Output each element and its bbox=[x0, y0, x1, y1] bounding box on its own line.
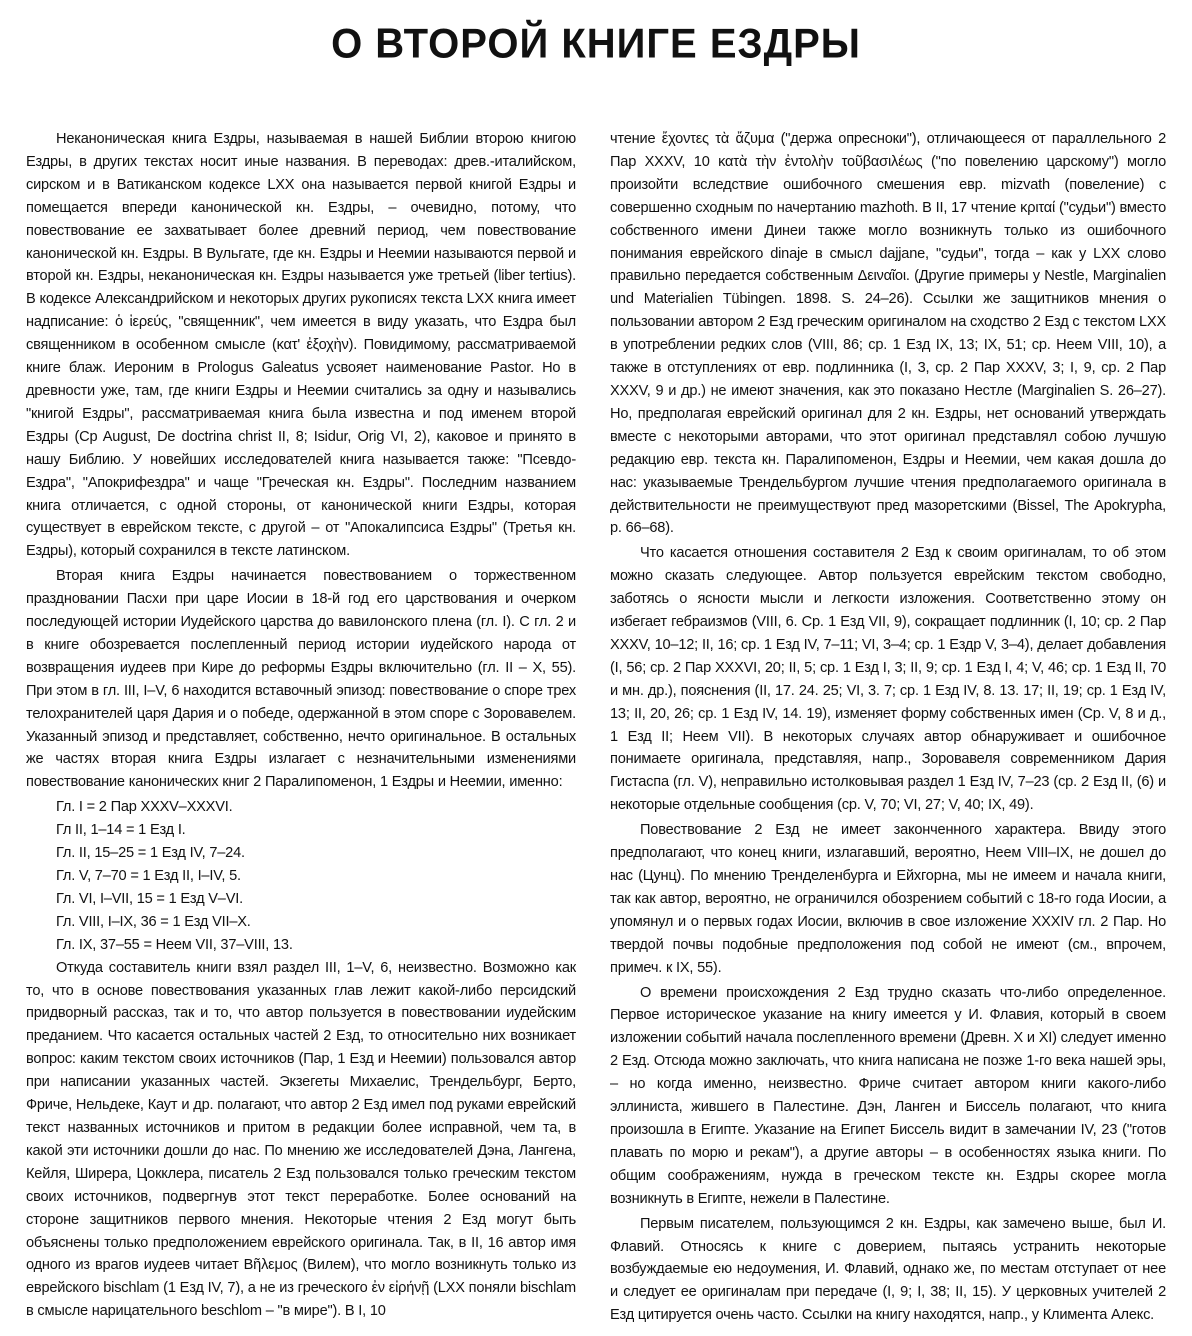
left-column bbox=[26, 128, 576, 1325]
paragraph: Повествование 2 Езд не имеет законченного характера. Ввиду этого предполагают, что конец книги, излагавший, вероятно, Неем VIII–IX, не дошел до нас (Цунц). По мнению Тренделенбурга и Ейхгорна, мы не имеем и начала книги, так как автор, вероятно, не ограничился обозрением событий с 18-го года Иосии, а упомянул и о первых годах Иосии, включив в свое изложение XXXIV гл. 2 Пар. Но твердой почвы подобные предположения под собой не имеют (см., впрочем, примеч. к IX, 55). bbox=[610, 822, 1166, 976]
paragraph: чтение ἔχοντες τὰ ἄζυμα ("держа опресноки"), отличающееся от параллельного 2 Пар XXXV, 10 κατὰ τὴν ἐντολὴν τοῦβασιλέως ("по повелению царскому") могло произойти вследствие ошибочного смешения евр. mizvath (повеление) с совершенно сходным по начертанию mazhoth. В II, 17 чтение κριταί ("судьи") вместо собственного имени Динеи также могло возникнуть только из ошибочного понимания еврейского dinaje в смысл dajjane, "судьи", тогда – как у LXX слово правильно передается собственным Δειναῖοι. (Другие примеры у Nestle, Marginalien und Materialien Tübingen. 1898. S. 24–26). Ссылки же защитников мнения о пользовании автором 2 Езд греческим оригиналом на сходство 2 Езд с текстом LXX в употреблении редких слов (VIII, 86; ср. 1 Езд IX, 13; IX, 51; ср. Неем VIII, 10), а также в отступлениях от евр. подлинника (I, 3, ср. 2 Пар XXXV, 3; I, 9, ср. 2 Пар XXXV, 9 и др.) не имеют значения, как это показано Нестле (Marginalien S. 26–27). Но, предполагая еврейский оригинал для 2 кн. Ездры, нет оснований утверждать вместе с некоторыми авторами, что этот оригинал представлял собою лучшую редакцию евр. текста кн. Паралипоменон, Ездры и Неемии, чем какая дошла до нас: указываемые Трендельбургом лучшие чтения предполагаемого оригинала в действительности не преимуществуют пред мазоретскими (Bissel, The Apokrypha, p. 66–68). bbox=[610, 131, 1166, 537]
list-item: Гл II, 1–14 = 1 Езд I. bbox=[56, 822, 186, 839]
list-item: Гл. VI, I–VII, 15 = 1 Езд V–VI. bbox=[56, 890, 243, 907]
right-column bbox=[610, 128, 1166, 1329]
list-item: Гл. I = 2 Пар XXXV–XXXVI. bbox=[56, 799, 233, 816]
chapter-correspondence-list bbox=[26, 796, 576, 956]
list-item: Гл. V, 7–70 = 1 Езд II, I–IV, 5. bbox=[56, 868, 241, 884]
paragraph: Неканоническая книга Ездры, называемая в нашей Библии второю книгою Ездры, в других текстах носит иные названия. В переводах: древ.-италийском, сирском и в Ватиканском кодексе LXX она называется первой книгой Ездры и помещается впереди канонической кн. Ездры, – очевидно, потому, что повествование ее захватывает более древний период, чем повествование канонической кн. Ездры. В Вульгате, где кн. Ездры и Неемии называются первой и второй кн. Ездры, неканоническая кн. Ездры называется уже третьей (liber tertius). В кодексе Александрийском и некоторых других рукописях текста LXX книга имеет надписание: ὁ ἱερεύς, "священник", чем имеется в виду указать, что Ездра был священником в особенном смысле (κατ' ἐξοχὴν). Повидимому, рассматриваемой книге блаж. Иероним в Prologus Galeatus усвояет наименование Pastor. Но в древности уже, там, где книги Ездры и Неемии считались за одну и назывались "книгой Ездры", рассматриваемая книга была известна и под именем второй Ездры (Cp August, De doctrina christ II, 8; Isidur, Orig VI, 2), каковое и принято в нашу Библию. У новейших исследователей книга называется также: "Псевдо-Ездра", "Апокрифездра" и чаще "Греческая кн. Ездры". Последним названием книга отличается, с одной стороны, от канонической книги Ездры, которая существует в еврейском тексте, с другой – от "Апокалипсиса Ездры" (Третья кн. Ездры), который сохранился в тексте латинском. bbox=[26, 131, 576, 560]
list-item: Гл. VIII, I–IX, 36 = 1 Езд VII–X. bbox=[56, 913, 251, 930]
page-title: О ВТОРОЙ КНИГЕ ЕЗДРЫ bbox=[331, 20, 861, 68]
paragraph: Откуда составитель книги взял раздел III, 1–V, 6, неизвестно. Возможно как то, что в основе повествования указанных глав лежит какой-либо персидский придворный рассказ, так и то, что автор пользуется в повествовании иудейским преданием. Что касается остальных частей 2 Езд, то относительно них возникает вопрос: каким текстом своих источников (Пар, 1 Езд и Неемии) пользовался автор при написании указанных частей. Экзегеты Михаелис, Трендельбург, Берто, Фриче, Нельдеке, Каут и др. полагают, что автор 2 Езд имел под руками еврейский текст названных источников и притом в редакции более исправной, чем та, в какой эти источники дошли до нас. По мнению же исследователей Дэна, Лангена, Кейля, Ширера, Цокклера, писатель 2 Езд пользовался только греческим текстом своих источников, подвергнув этот текст переработке. Более оснований на стороне защитников первого мнения. Некоторые чтения 2 Езд могут быть объяснены только предположением еврейского оригинала. Так, в II, 16 автор имя одного из врагов иудеев читает Βῆλεμος (Вилем), что могло возникнуть только из еврейского bischlam (1 Езд IV, 7), а не из греческого ἐν εἰρήνῇ (LXX поняли bischlam в смысле нарицательного beschlom – "в мире"). В I, 10 bbox=[26, 959, 576, 1320]
paragraph: О времени происхождения 2 Езд трудно сказать что-либо определенное. Первое историческое указание на книгу имеется у И. Флавия, который в своем изложении событий начала послепленного времени (Древн. X и XI) следует именно 2 Езд. Отсюда можно заключать, что книга написана не позже 1-го века нашей эры, – но когда именно, неизвестно. Фриче считает автором книги какого-либо эллиниста, жившего в Палестине. Дэн, Ланген и Биссель полагают, что книга произошла в Египте. Указание на Египет Биссель видит в замечании IV, 23 ("готов плавать по морю и рекам"), а другие авторы – в особенностях языка книги. По общим соображениям, нужда в греческом тексте кн. Ездры скорее могла возникнуть в Египте, нежели в Палестине. bbox=[610, 984, 1166, 1207]
list-item: Гл. IX, 37–55 = Неем VII, 37–VIII, 13. bbox=[56, 936, 293, 953]
paragraph: Вторая книга Ездры начинается повествованием о торжественном праздновании Пасхи при царе Иосии в 18-й год его царствования и очерком последующей истории Иудейского царства до вавилонского плена (гл. I). С гл. 2 и в книге обозревается послепленный период истории иудейского народа от возвращения иудеев при Кире до реформы Ездры включительно (гл. II – X, 55). При этом в гл. III, I–V, 6 находится вставочный эпизод: повествование о споре трех телохранителей царя Дария и о победе, одержанной в этом споре с Зоровавелем. Указанный эпизод и представляет, собственно, нечто оригинальное. В остальных же частях вторая книга Ездры излагает с незначительными изменениями повествование канонических книг 2 Паралипоменон, 1 Ездры и Неемии, именно: bbox=[26, 568, 576, 791]
list-item: Гл. II, 15–25 = 1 Езд IV, 7–24. bbox=[56, 845, 245, 862]
paragraph: Первым писателем, пользующимся 2 кн. Ездры, как замечено выше, был И. Флавий. Относясь к книге с доверием, пытаясь устранить некоторые возбуждаемые ею недоумения, И. Флавий, однако же, по местам отступает от нее и следует ее оригиналам при передаче (I, 9; I, 38; II, 15). У церковных учителей 2 Езд цитируется очень часто. Ссылки на книгу находятся, напр., у Климента Алекс. bbox=[610, 1215, 1166, 1324]
paragraph: Что касается отношения составителя 2 Езд к своим оригиналам, то об этом можно сказать следующее. Автор пользуется еврейским текстом свободно, заботясь о ясности мысли и легкости изложения. Соответственно этому он избегает гебраизмов (VIII, 6. Ср. 1 Езд VII, 9), сокращает подлинник (I, 10; ср. 2 Пар XXXV, 10–12; II, 16; ср. 1 Езд IV, 7–11; VI, 3–4; ср. 1 Ездр V, 3–4), делает добавления (I, 56; ср. 2 Пар XXXVI, 20; II, 5; ср. 1 Езд I, 3; II, 9; ср. 1 Езд I, 4; V, 46; ср. 1 Езд II, 70 и мн. др.), пояснения (II, 17. 24. 25; VI, 3. 7; ср. 1 Езд IV, 8. 13. 17; II, 19; ср. 1 Езд IV, 13; II, 20, 26; ср. 1 Езд IV, 14. 19), изменяет форму собственных имен (Ср. V, 8 и д., 1 Езд II; Неем VII). В некоторых случаях автор обнаруживает и ошибочное понимаете оригинала, представляя, напр., Зоровавеля современником Дария Гистаспа (гл. V), неправильно истолковывая раздел 1 Езд IV, 7–23 (ср. 2 Езд II, (6) и некоторые отдельные сообщения (ср. V, 70; VI, 27; V, 40; IX, 49). bbox=[610, 545, 1166, 814]
